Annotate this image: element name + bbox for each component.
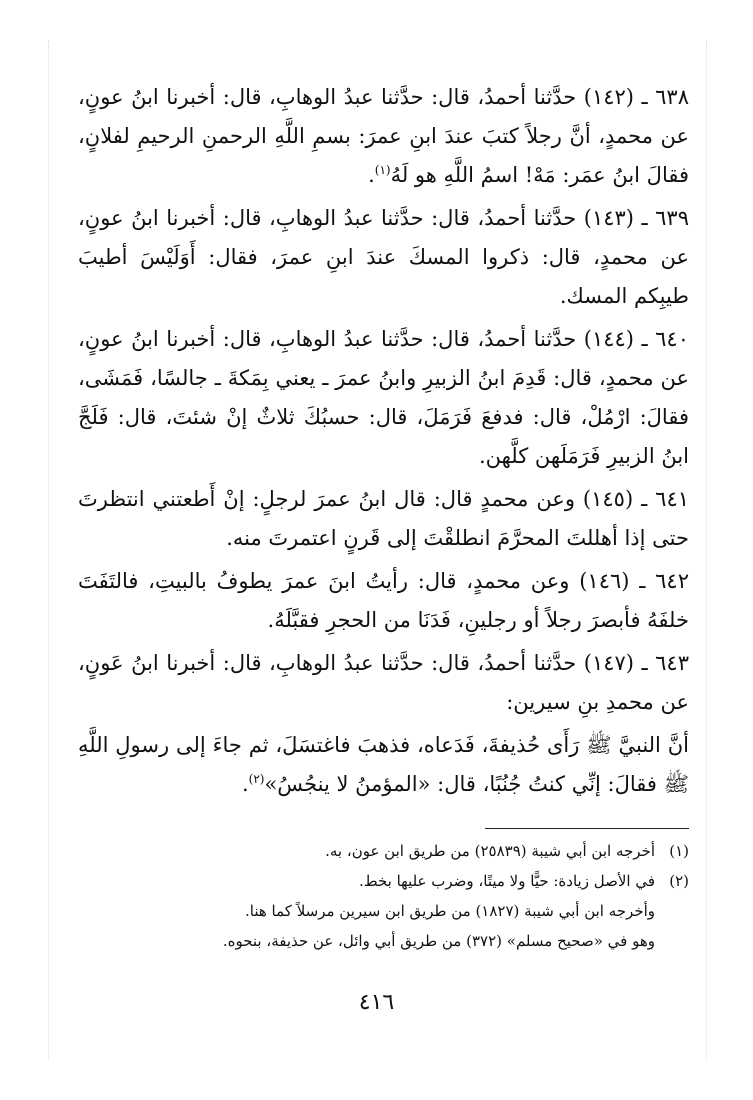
hadith-number: ٦٣٩ ـ (١٤٣): [583, 206, 689, 230]
footnote-text: أخرجه ابن أبي شيبة (٢٥٨٣٩) من طريق ابن عون، به.: [325, 842, 655, 860]
hadith-text: حدَّثنا أحمدُ، قال: حدَّثنا عبدُ الوهابِ، قال: أخبرنا ابنُ عونٍ، عن محمدٍ، قال: قَدِمَ ابنُ الزبيرِ وابنُ عمرَ ـ يعني بِمَكةَ ـ جالسًا، فَمَشَى، فقالَ: ارْمُلْ، قال: فدفعَ فَرَمَلَ، قال: حسبُكَ ثلاثٌ إنْ شئتَ، قال: فَلَجَّ ابنُ الزبيرِ فَرَمَلَهن كلَّهن.: [78, 327, 689, 468]
page-number: ٤١٦: [358, 990, 395, 1015]
hadith-paragraph: [78, 562, 689, 640]
footnote: [78, 866, 689, 896]
hadith-text: أنَّ النبيَّ ﷺ رَأَى حُذيفةَ، فَدَعاه، فذهبَ فاغتسَلَ، ثم جاءَ إلى رسولِ اللَّهِ ﷺ فقالَ: إنِّي كنتُ جُنُبًا، قال: «المؤمنُ لا ينجُسُ»: [78, 733, 689, 796]
footnote-continuation: [78, 926, 689, 956]
footnote-text: وأخرجه ابن أبي شيبة (١٨٢٧) من طريق ابن سيرين مرسلاً كما هنا.: [245, 902, 655, 920]
hadith-text: وعن محمدٍ، قال: رأيتُ ابنَ عمرَ يطوفُ بالبيتِ، فالتَفَتَ خلفَهُ فأبصرَ رجلاً أو رجلينِ، فَدَنَا من الحجرِ فقبَّلَهُ.: [78, 569, 689, 632]
hadith-paragraph: [78, 199, 689, 316]
hadith-text: حدَّثنا أحمدُ، قال: حدَّثنا عبدُ الوهابِ، قال: أخبرنا ابنُ عَونٍ، عن محمدِ بنِ سيرين:: [78, 651, 689, 714]
hadith-tail: .: [368, 163, 375, 187]
hadith-text: حدَّثنا أحمدُ، قال: حدَّثنا عبدُ الوهابِ، قال: أخبرنا ابنُ عونٍ، عن محمدٍ، قال: ذكروا المسكَ عندَ ابنِ عمرَ، فقال: أَوَلَيْسَ أطيبَ طيبِكم المسك.: [78, 206, 689, 308]
hadith-paragraph: [78, 78, 689, 195]
hadith-number: ٦٣٨ ـ (١٤٢): [583, 85, 689, 109]
hadith-text: وعن محمدٍ قال: قال ابنُ عمرَ لرجلٍ: إنْ أَطعتني انتظرتَ حتى إذا أهللتَ المحرَّمَ انطلقْتَ إلى قَرنٍ اعتمرتَ منه.: [78, 487, 689, 550]
footnote-ref[interactable]: (٢): [248, 772, 265, 786]
footnote: [78, 836, 689, 866]
footnote-number: (٢): [669, 872, 689, 890]
footnote-text: وهو في «صحيح مسلم» (٣٧٢) من طريق أبي وائل، عن حذيفة، بنحوه.: [222, 932, 655, 950]
footnote-ref[interactable]: (١): [374, 163, 391, 177]
hadith-number: ٦٤٠ ـ (١٤٤): [583, 327, 689, 351]
hadith-number: ٦٤٢ ـ (١٤٦): [579, 569, 689, 593]
footnote-continuation: [78, 896, 689, 926]
hadith-text: حدَّثنا أحمدُ، قال: حدَّثنا عبدُ الوهابِ، قال: أخبرنا ابنُ عونٍ، عن محمدٍ، أنَّ رجلاً كتبَ عندَ ابنِ عمرَ: بسمِ اللَّهِ الرحمنِ الرحيمِ لفلانٍ، فقالَ ابنُ عمَر: مَهْ! اسمُ اللَّهِ هو لَهُ: [78, 85, 689, 187]
scan-margin-left: [48, 40, 55, 1060]
hadith-number: ٦٤١ ـ (١٤٥): [582, 487, 690, 511]
main-text: [78, 78, 689, 808]
hadith-number: ٦٤٣ ـ (١٤٧): [583, 651, 689, 675]
footnote-number: (١): [669, 842, 689, 860]
hadith-paragraph: [78, 480, 689, 558]
hadith-paragraph: [78, 644, 689, 722]
scan-margin-right: [706, 40, 713, 1060]
footnotes: [78, 836, 689, 956]
hadith-tail: .: [241, 772, 249, 796]
footnote-text: في الأصل زيادة: حيًّا ولا ميتًا، وضرب عليها بخط.: [358, 872, 655, 890]
footnote-divider: [485, 828, 689, 829]
hadith-matn: [78, 726, 689, 804]
hadith-paragraph: [78, 320, 689, 476]
